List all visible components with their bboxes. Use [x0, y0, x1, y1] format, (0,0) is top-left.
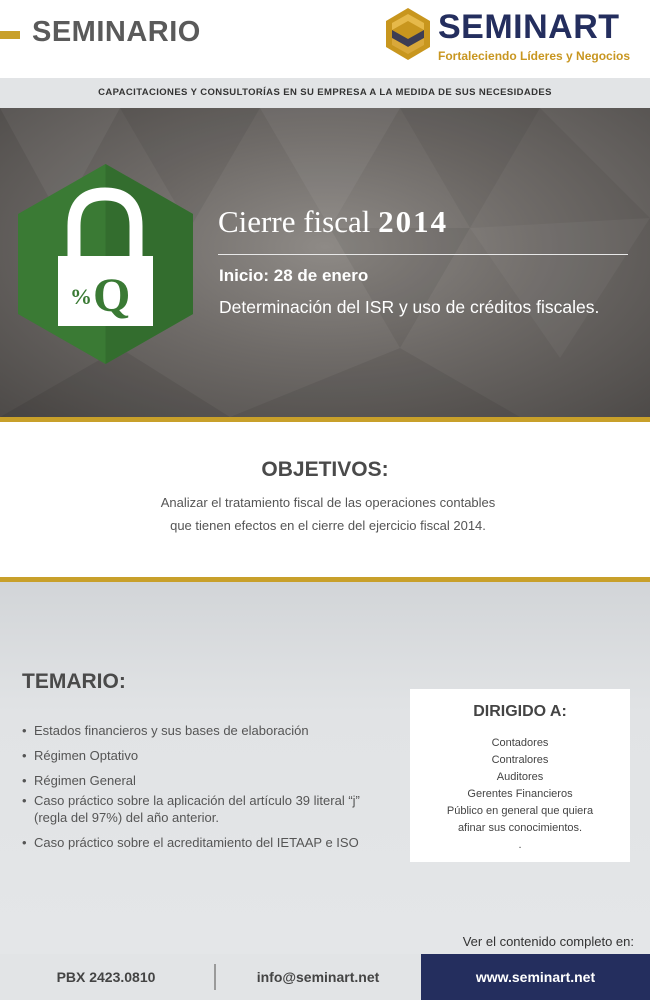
list-item: Público en general que quiera	[446, 805, 594, 817]
seminart-logo[interactable]	[386, 6, 636, 70]
objetivos-text-line-2: que tienen efectos en el cierre del ejercicio fiscal 2014.	[170, 518, 486, 533]
dirigido-title: DIRIGIDO A:	[473, 703, 567, 720]
list-item: • Régimen General	[22, 772, 136, 789]
seminart-s-diamond-icon	[386, 8, 430, 60]
email-link[interactable]: info@seminart.net	[256, 969, 380, 985]
page-title: SEMINARIO	[32, 16, 201, 48]
header-accent-bar	[0, 31, 20, 39]
seminar-title-text: Cierre fiscal	[218, 204, 379, 239]
padlock-badge	[18, 164, 193, 364]
temario-title: TEMARIO:	[22, 670, 126, 693]
list-item: • Caso práctico sobre la aplicación del artículo 39 literal “j” (regla del 97%) del año anterior.	[22, 792, 392, 826]
list-item: • Régimen Optativo	[22, 747, 138, 764]
list-item: Gerentes Financieros	[467, 788, 573, 800]
seminar-subject: Determinación del ISR y uso de créditos fiscales.	[219, 297, 600, 317]
objetivos-section	[0, 422, 650, 577]
banner-divider	[218, 254, 628, 255]
lock-q-letter: Q	[93, 269, 131, 322]
list-item: • Estados financieros y sus bases de elaboración	[22, 722, 309, 739]
objetivos-text-line-1: Analizar el tratamiento fiscal de las operaciones contables	[160, 495, 496, 510]
logo-tagline: Fortaleciendo Líderes y Negocios	[438, 49, 631, 63]
dirigido-list	[410, 735, 630, 854]
services-strip: CAPACITACIONES Y CONSULTORÍAS EN SU EMPRESA A LA MEDIDA DE SUS NECESIDADES	[0, 78, 650, 108]
objetivos-title: OBJETIVOS:	[261, 458, 389, 481]
list-item: .	[518, 839, 522, 851]
logo-name: SEMINART	[438, 8, 620, 46]
temario-section	[0, 582, 650, 954]
ver-contenido-text: Ver el contenido completo en:	[462, 934, 634, 949]
list-item: Contadores	[491, 737, 549, 749]
lock-percent-symbol: %	[70, 284, 92, 309]
hero-banner	[0, 108, 650, 417]
start-date: Inicio: 28 de enero	[219, 266, 369, 285]
list-item: • Caso práctico sobre el acreditamiento del IETAAP e ISO	[22, 834, 392, 851]
header	[0, 0, 650, 78]
list-item: Contralores	[491, 754, 549, 766]
list-item: Auditores	[496, 771, 544, 783]
dirigido-box	[410, 689, 630, 862]
phone-number[interactable]: PBX 2423.0810	[56, 969, 156, 985]
website-link[interactable]: www.seminart.net	[421, 954, 650, 1000]
seminar-title-year: 2014	[378, 204, 449, 239]
list-item: afinar sus conocimientos.	[457, 822, 583, 834]
seminar-title	[218, 204, 448, 240]
footer	[0, 954, 650, 1000]
